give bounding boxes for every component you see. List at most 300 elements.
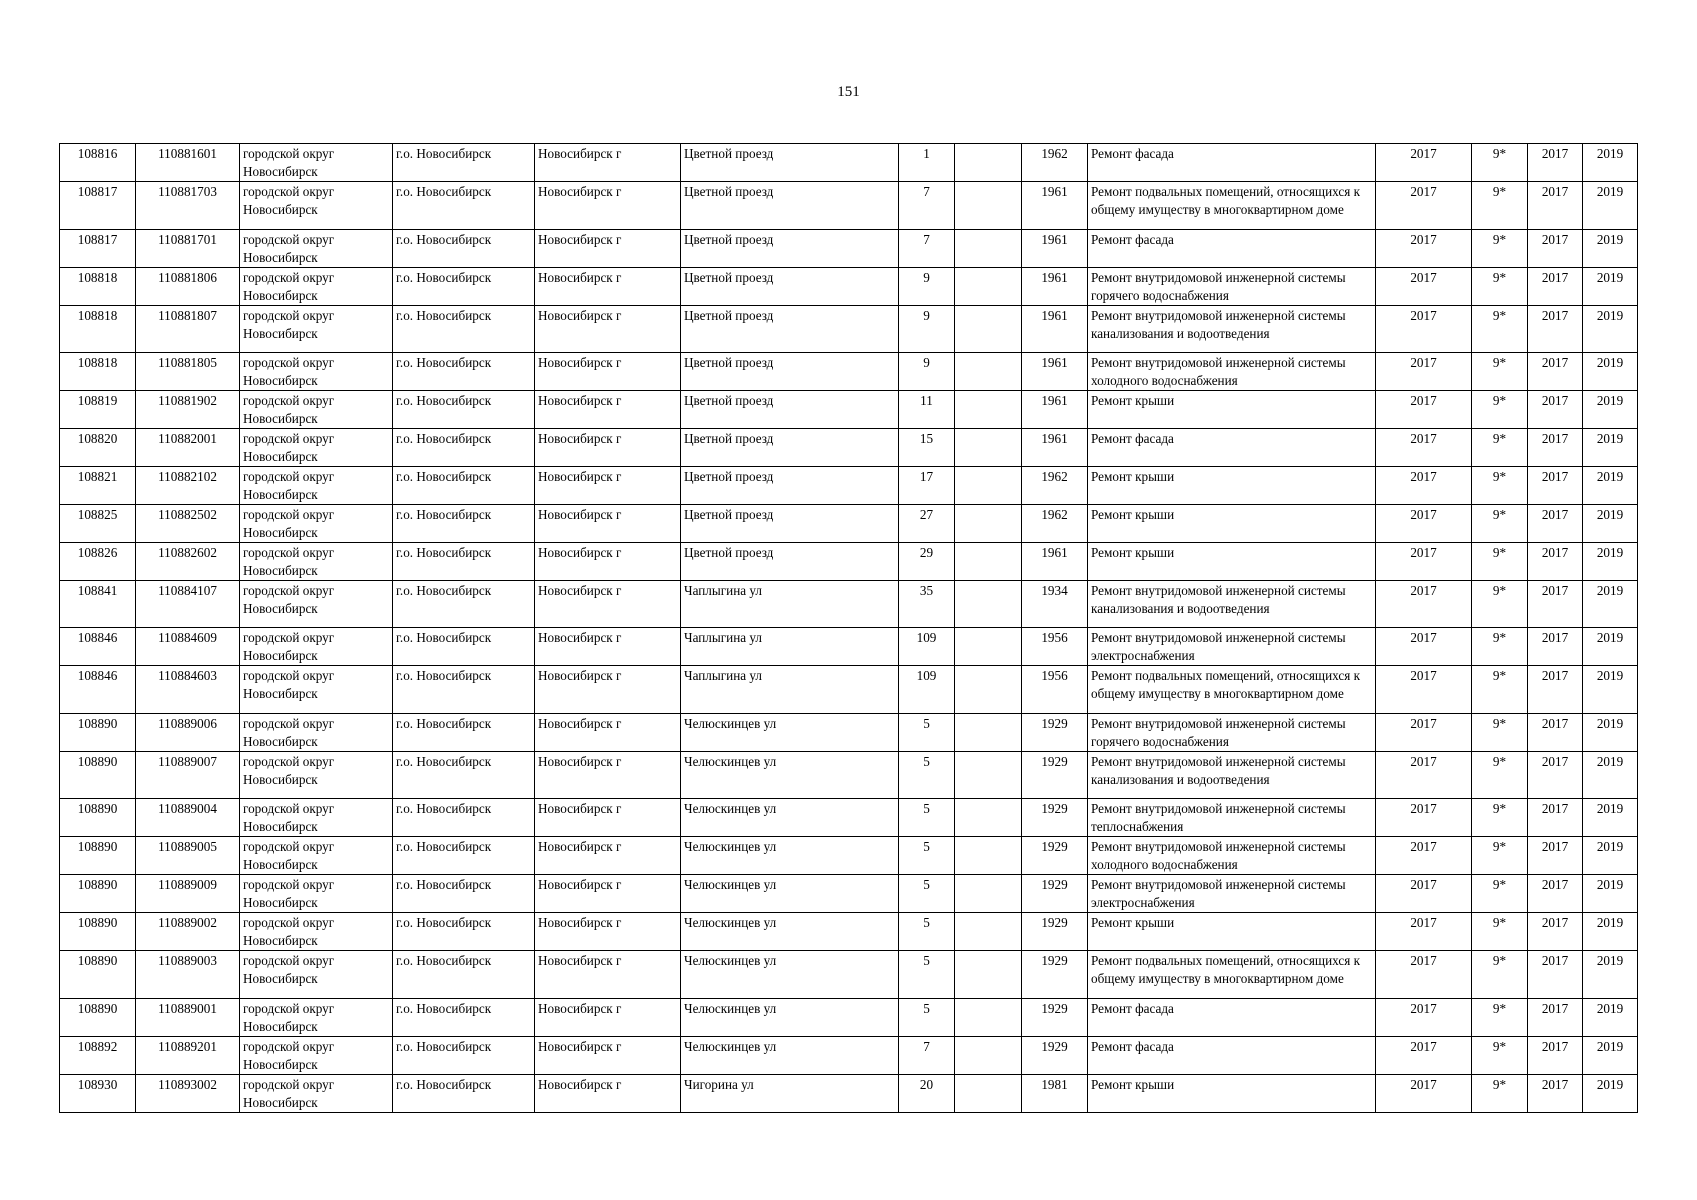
building-cell (955, 505, 1022, 543)
district-cell: городской округ Новосибирск (240, 752, 393, 799)
build-year-cell: 1961 (1022, 230, 1088, 268)
street-cell: Цветной проезд (681, 306, 899, 353)
work-code-cell: 110889201 (136, 1037, 240, 1075)
priority-cell: 9* (1472, 306, 1528, 353)
building-cell (955, 581, 1022, 628)
table-row (60, 913, 1638, 951)
row-id-cell: 108818 (60, 306, 136, 353)
district-cell: городской округ Новосибирск (240, 714, 393, 752)
municipality-cell: г.о. Новосибирск (393, 837, 535, 875)
table-row (60, 391, 1638, 429)
work-type-cell: Ремонт внутридомовой инженерной системы канализования и водоотведения (1088, 581, 1376, 628)
build-year-cell: 1929 (1022, 799, 1088, 837)
row-id-cell: 108890 (60, 875, 136, 913)
work-code-cell: 110889003 (136, 951, 240, 999)
building-cell (955, 268, 1022, 306)
house-number-cell: 7 (899, 1037, 955, 1075)
building-cell (955, 799, 1022, 837)
plan-year-cell: 2017 (1376, 505, 1472, 543)
building-cell (955, 353, 1022, 391)
priority-cell: 9* (1472, 999, 1528, 1037)
municipality-cell: г.о. Новосибирск (393, 581, 535, 628)
end-year-cell: 2019 (1583, 752, 1638, 799)
work-type-cell: Ремонт подвальных помещений, относящихся к общему имуществу в многоквартирном доме (1088, 182, 1376, 230)
repair-registry-table (59, 143, 1638, 1113)
building-cell (955, 714, 1022, 752)
street-cell: Челюскинцев ул (681, 837, 899, 875)
city-cell: Новосибирск г (535, 353, 681, 391)
priority-cell: 9* (1472, 1037, 1528, 1075)
row-id-cell: 108841 (60, 581, 136, 628)
table-row (60, 144, 1638, 182)
work-type-cell: Ремонт внутридомовой инженерной системы электроснабжения (1088, 875, 1376, 913)
priority-cell: 9* (1472, 837, 1528, 875)
house-number-cell: 5 (899, 951, 955, 999)
start-year-cell: 2017 (1528, 999, 1583, 1037)
city-cell: Новосибирск г (535, 628, 681, 666)
plan-year-cell: 2017 (1376, 999, 1472, 1037)
house-number-cell: 5 (899, 714, 955, 752)
building-cell (955, 230, 1022, 268)
plan-year-cell: 2017 (1376, 1037, 1472, 1075)
end-year-cell: 2019 (1583, 913, 1638, 951)
priority-cell: 9* (1472, 391, 1528, 429)
city-cell: Новосибирск г (535, 875, 681, 913)
end-year-cell: 2019 (1583, 429, 1638, 467)
building-cell (955, 837, 1022, 875)
priority-cell: 9* (1472, 182, 1528, 230)
row-id-cell: 108890 (60, 714, 136, 752)
work-code-cell: 110881806 (136, 268, 240, 306)
street-cell: Цветной проезд (681, 353, 899, 391)
work-type-cell: Ремонт крыши (1088, 505, 1376, 543)
build-year-cell: 1956 (1022, 666, 1088, 714)
district-cell: городской округ Новосибирск (240, 353, 393, 391)
municipality-cell: г.о. Новосибирск (393, 999, 535, 1037)
table-row (60, 999, 1638, 1037)
row-id-cell: 108817 (60, 230, 136, 268)
street-cell: Челюскинцев ул (681, 951, 899, 999)
work-code-cell: 110889004 (136, 799, 240, 837)
work-type-cell: Ремонт фасада (1088, 999, 1376, 1037)
row-id-cell: 108890 (60, 799, 136, 837)
street-cell: Цветной проезд (681, 429, 899, 467)
plan-year-cell: 2017 (1376, 913, 1472, 951)
district-cell: городской округ Новосибирск (240, 999, 393, 1037)
table-row (60, 875, 1638, 913)
house-number-cell: 5 (899, 837, 955, 875)
house-number-cell: 20 (899, 1075, 955, 1113)
city-cell: Новосибирск г (535, 543, 681, 581)
district-cell: городской округ Новосибирск (240, 1075, 393, 1113)
start-year-cell: 2017 (1528, 230, 1583, 268)
end-year-cell: 2019 (1583, 144, 1638, 182)
municipality-cell: г.о. Новосибирск (393, 1037, 535, 1075)
street-cell: Цветной проезд (681, 505, 899, 543)
start-year-cell: 2017 (1528, 581, 1583, 628)
house-number-cell: 5 (899, 999, 955, 1037)
building-cell (955, 144, 1022, 182)
end-year-cell: 2019 (1583, 666, 1638, 714)
house-number-cell: 5 (899, 752, 955, 799)
street-cell: Чигорина ул (681, 1075, 899, 1113)
row-id-cell: 108890 (60, 913, 136, 951)
plan-year-cell: 2017 (1376, 752, 1472, 799)
work-type-cell: Ремонт крыши (1088, 1075, 1376, 1113)
district-cell: городской округ Новосибирск (240, 268, 393, 306)
house-number-cell: 17 (899, 467, 955, 505)
start-year-cell: 2017 (1528, 467, 1583, 505)
table-row (60, 837, 1638, 875)
build-year-cell: 1962 (1022, 467, 1088, 505)
street-cell: Чаплыгина ул (681, 666, 899, 714)
street-cell: Челюскинцев ул (681, 799, 899, 837)
street-cell: Челюскинцев ул (681, 875, 899, 913)
start-year-cell: 2017 (1528, 628, 1583, 666)
plan-year-cell: 2017 (1376, 714, 1472, 752)
work-code-cell: 110881805 (136, 353, 240, 391)
plan-year-cell: 2017 (1376, 543, 1472, 581)
build-year-cell: 1929 (1022, 875, 1088, 913)
start-year-cell: 2017 (1528, 306, 1583, 353)
plan-year-cell: 2017 (1376, 628, 1472, 666)
municipality-cell: г.о. Новосибирск (393, 353, 535, 391)
district-cell: городской округ Новосибирск (240, 951, 393, 999)
municipality-cell: г.о. Новосибирск (393, 1075, 535, 1113)
house-number-cell: 7 (899, 182, 955, 230)
end-year-cell: 2019 (1583, 875, 1638, 913)
house-number-cell: 5 (899, 799, 955, 837)
build-year-cell: 1961 (1022, 429, 1088, 467)
plan-year-cell: 2017 (1376, 467, 1472, 505)
start-year-cell: 2017 (1528, 353, 1583, 391)
city-cell: Новосибирск г (535, 1075, 681, 1113)
build-year-cell: 1929 (1022, 752, 1088, 799)
municipality-cell: г.о. Новосибирск (393, 230, 535, 268)
work-type-cell: Ремонт фасада (1088, 230, 1376, 268)
end-year-cell: 2019 (1583, 182, 1638, 230)
city-cell: Новосибирск г (535, 230, 681, 268)
district-cell: городской округ Новосибирск (240, 505, 393, 543)
row-id-cell: 108825 (60, 505, 136, 543)
priority-cell: 9* (1472, 353, 1528, 391)
municipality-cell: г.о. Новосибирск (393, 429, 535, 467)
priority-cell: 9* (1472, 268, 1528, 306)
building-cell (955, 875, 1022, 913)
building-cell (955, 429, 1022, 467)
plan-year-cell: 2017 (1376, 951, 1472, 999)
build-year-cell: 1961 (1022, 353, 1088, 391)
municipality-cell: г.о. Новосибирск (393, 666, 535, 714)
district-cell: городской округ Новосибирск (240, 467, 393, 505)
street-cell: Цветной проезд (681, 144, 899, 182)
start-year-cell: 2017 (1528, 837, 1583, 875)
work-type-cell: Ремонт внутридомовой инженерной системы холодного водоснабжения (1088, 837, 1376, 875)
table-row (60, 467, 1638, 505)
start-year-cell: 2017 (1528, 714, 1583, 752)
build-year-cell: 1981 (1022, 1075, 1088, 1113)
building-cell (955, 543, 1022, 581)
priority-cell: 9* (1472, 505, 1528, 543)
house-number-cell: 9 (899, 353, 955, 391)
city-cell: Новосибирск г (535, 714, 681, 752)
work-type-cell: Ремонт внутридомовой инженерной системы горячего водоснабжения (1088, 268, 1376, 306)
work-code-cell: 110889002 (136, 913, 240, 951)
municipality-cell: г.о. Новосибирск (393, 913, 535, 951)
start-year-cell: 2017 (1528, 182, 1583, 230)
municipality-cell: г.о. Новосибирск (393, 799, 535, 837)
end-year-cell: 2019 (1583, 951, 1638, 999)
street-cell: Цветной проезд (681, 467, 899, 505)
start-year-cell: 2017 (1528, 1075, 1583, 1113)
table-row (60, 1037, 1638, 1075)
start-year-cell: 2017 (1528, 391, 1583, 429)
city-cell: Новосибирск г (535, 182, 681, 230)
building-cell (955, 391, 1022, 429)
house-number-cell: 5 (899, 875, 955, 913)
work-code-cell: 110889006 (136, 714, 240, 752)
street-cell: Челюскинцев ул (681, 752, 899, 799)
work-type-cell: Ремонт крыши (1088, 913, 1376, 951)
row-id-cell: 108818 (60, 353, 136, 391)
table-row (60, 505, 1638, 543)
municipality-cell: г.о. Новосибирск (393, 467, 535, 505)
table-row (60, 543, 1638, 581)
build-year-cell: 1961 (1022, 306, 1088, 353)
district-cell: городской округ Новосибирск (240, 1037, 393, 1075)
build-year-cell: 1961 (1022, 543, 1088, 581)
plan-year-cell: 2017 (1376, 144, 1472, 182)
work-type-cell: Ремонт внутридомовой инженерной системы канализования и водоотведения (1088, 306, 1376, 353)
table-row (60, 353, 1638, 391)
street-cell: Цветной проезд (681, 182, 899, 230)
work-code-cell: 110889007 (136, 752, 240, 799)
building-cell (955, 999, 1022, 1037)
municipality-cell: г.о. Новосибирск (393, 543, 535, 581)
district-cell: городской округ Новосибирск (240, 666, 393, 714)
build-year-cell: 1929 (1022, 951, 1088, 999)
table-row (60, 230, 1638, 268)
municipality-cell: г.о. Новосибирск (393, 391, 535, 429)
work-code-cell: 110882602 (136, 543, 240, 581)
city-cell: Новосибирск г (535, 467, 681, 505)
end-year-cell: 2019 (1583, 714, 1638, 752)
work-type-cell: Ремонт внутридомовой инженерной системы горячего водоснабжения (1088, 714, 1376, 752)
work-code-cell: 110882102 (136, 467, 240, 505)
district-cell: городской округ Новосибирск (240, 306, 393, 353)
work-type-cell: Ремонт внутридомовой инженерной системы канализования и водоотведения (1088, 752, 1376, 799)
work-code-cell: 110884609 (136, 628, 240, 666)
municipality-cell: г.о. Новосибирск (393, 714, 535, 752)
work-code-cell: 110893002 (136, 1075, 240, 1113)
table-row (60, 182, 1638, 230)
start-year-cell: 2017 (1528, 799, 1583, 837)
municipality-cell: г.о. Новосибирск (393, 268, 535, 306)
table-body (60, 144, 1638, 1113)
district-cell: городской округ Новосибирск (240, 628, 393, 666)
priority-cell: 9* (1472, 875, 1528, 913)
row-id-cell: 108826 (60, 543, 136, 581)
end-year-cell: 2019 (1583, 581, 1638, 628)
street-cell: Челюскинцев ул (681, 999, 899, 1037)
priority-cell: 9* (1472, 666, 1528, 714)
municipality-cell: г.о. Новосибирск (393, 875, 535, 913)
house-number-cell: 109 (899, 628, 955, 666)
start-year-cell: 2017 (1528, 543, 1583, 581)
city-cell: Новосибирск г (535, 799, 681, 837)
work-code-cell: 110882001 (136, 429, 240, 467)
plan-year-cell: 2017 (1376, 799, 1472, 837)
building-cell (955, 628, 1022, 666)
district-cell: городской округ Новосибирск (240, 543, 393, 581)
table-row (60, 799, 1638, 837)
street-cell: Цветной проезд (681, 230, 899, 268)
house-number-cell: 35 (899, 581, 955, 628)
building-cell (955, 1037, 1022, 1075)
work-type-cell: Ремонт крыши (1088, 543, 1376, 581)
plan-year-cell: 2017 (1376, 391, 1472, 429)
plan-year-cell: 2017 (1376, 268, 1472, 306)
building-cell (955, 182, 1022, 230)
priority-cell: 9* (1472, 543, 1528, 581)
plan-year-cell: 2017 (1376, 429, 1472, 467)
row-id-cell: 108846 (60, 666, 136, 714)
city-cell: Новосибирск г (535, 505, 681, 543)
plan-year-cell: 2017 (1376, 1075, 1472, 1113)
municipality-cell: г.о. Новосибирск (393, 306, 535, 353)
priority-cell: 9* (1472, 1075, 1528, 1113)
table-row (60, 752, 1638, 799)
house-number-cell: 7 (899, 230, 955, 268)
city-cell: Новосибирск г (535, 951, 681, 999)
build-year-cell: 1961 (1022, 268, 1088, 306)
build-year-cell: 1934 (1022, 581, 1088, 628)
street-cell: Челюскинцев ул (681, 714, 899, 752)
priority-cell: 9* (1472, 429, 1528, 467)
table-row (60, 581, 1638, 628)
priority-cell: 9* (1472, 467, 1528, 505)
end-year-cell: 2019 (1583, 353, 1638, 391)
plan-year-cell: 2017 (1376, 353, 1472, 391)
table-row (60, 951, 1638, 999)
work-code-cell: 110881807 (136, 306, 240, 353)
house-number-cell: 11 (899, 391, 955, 429)
work-type-cell: Ремонт крыши (1088, 391, 1376, 429)
work-type-cell: Ремонт крыши (1088, 467, 1376, 505)
work-type-cell: Ремонт фасада (1088, 144, 1376, 182)
row-id-cell: 108820 (60, 429, 136, 467)
plan-year-cell: 2017 (1376, 875, 1472, 913)
city-cell: Новосибирск г (535, 1037, 681, 1075)
municipality-cell: г.о. Новосибирск (393, 951, 535, 999)
work-code-cell: 110884107 (136, 581, 240, 628)
house-number-cell: 27 (899, 505, 955, 543)
work-code-cell: 110884603 (136, 666, 240, 714)
end-year-cell: 2019 (1583, 543, 1638, 581)
build-year-cell: 1929 (1022, 1037, 1088, 1075)
district-cell: городской округ Новосибирск (240, 429, 393, 467)
work-code-cell: 110881601 (136, 144, 240, 182)
district-cell: городской округ Новосибирск (240, 913, 393, 951)
page-number: 151 (837, 84, 860, 100)
work-code-cell: 110889001 (136, 999, 240, 1037)
end-year-cell: 2019 (1583, 467, 1638, 505)
start-year-cell: 2017 (1528, 505, 1583, 543)
row-id-cell: 108816 (60, 144, 136, 182)
house-number-cell: 109 (899, 666, 955, 714)
district-cell: городской округ Новосибирск (240, 391, 393, 429)
city-cell: Новосибирск г (535, 837, 681, 875)
table-row (60, 268, 1638, 306)
plan-year-cell: 2017 (1376, 666, 1472, 714)
work-type-cell: Ремонт внутридомовой инженерной системы электроснабжения (1088, 628, 1376, 666)
start-year-cell: 2017 (1528, 144, 1583, 182)
city-cell: Новосибирск г (535, 429, 681, 467)
table-row (60, 628, 1638, 666)
work-code-cell: 110882502 (136, 505, 240, 543)
municipality-cell: г.о. Новосибирск (393, 182, 535, 230)
priority-cell: 9* (1472, 951, 1528, 999)
build-year-cell: 1961 (1022, 182, 1088, 230)
city-cell: Новосибирск г (535, 913, 681, 951)
row-id-cell: 108930 (60, 1075, 136, 1113)
work-code-cell: 110889005 (136, 837, 240, 875)
district-cell: городской округ Новосибирск (240, 799, 393, 837)
priority-cell: 9* (1472, 144, 1528, 182)
end-year-cell: 2019 (1583, 1075, 1638, 1113)
district-cell: городской округ Новосибирск (240, 230, 393, 268)
house-number-cell: 9 (899, 268, 955, 306)
building-cell (955, 666, 1022, 714)
row-id-cell: 108890 (60, 752, 136, 799)
build-year-cell: 1929 (1022, 714, 1088, 752)
row-id-cell: 108890 (60, 837, 136, 875)
end-year-cell: 2019 (1583, 628, 1638, 666)
row-id-cell: 108819 (60, 391, 136, 429)
priority-cell: 9* (1472, 581, 1528, 628)
municipality-cell: г.о. Новосибирск (393, 144, 535, 182)
table-row (60, 1075, 1638, 1113)
street-cell: Цветной проезд (681, 268, 899, 306)
priority-cell: 9* (1472, 628, 1528, 666)
work-type-cell: Ремонт фасада (1088, 1037, 1376, 1075)
city-cell: Новосибирск г (535, 306, 681, 353)
start-year-cell: 2017 (1528, 875, 1583, 913)
city-cell: Новосибирск г (535, 391, 681, 429)
building-cell (955, 951, 1022, 999)
row-id-cell: 108817 (60, 182, 136, 230)
city-cell: Новосибирск г (535, 752, 681, 799)
street-cell: Чаплыгина ул (681, 581, 899, 628)
municipality-cell: г.о. Новосибирск (393, 628, 535, 666)
district-cell: городской округ Новосибирск (240, 581, 393, 628)
district-cell: городской округ Новосибирск (240, 875, 393, 913)
end-year-cell: 2019 (1583, 999, 1638, 1037)
plan-year-cell: 2017 (1376, 230, 1472, 268)
building-cell (955, 752, 1022, 799)
build-year-cell: 1962 (1022, 144, 1088, 182)
street-cell: Цветной проезд (681, 543, 899, 581)
plan-year-cell: 2017 (1376, 306, 1472, 353)
end-year-cell: 2019 (1583, 306, 1638, 353)
end-year-cell: 2019 (1583, 799, 1638, 837)
district-cell: городской округ Новосибирск (240, 182, 393, 230)
end-year-cell: 2019 (1583, 837, 1638, 875)
street-cell: Чаплыгина ул (681, 628, 899, 666)
build-year-cell: 1929 (1022, 999, 1088, 1037)
work-code-cell: 110881902 (136, 391, 240, 429)
plan-year-cell: 2017 (1376, 837, 1472, 875)
